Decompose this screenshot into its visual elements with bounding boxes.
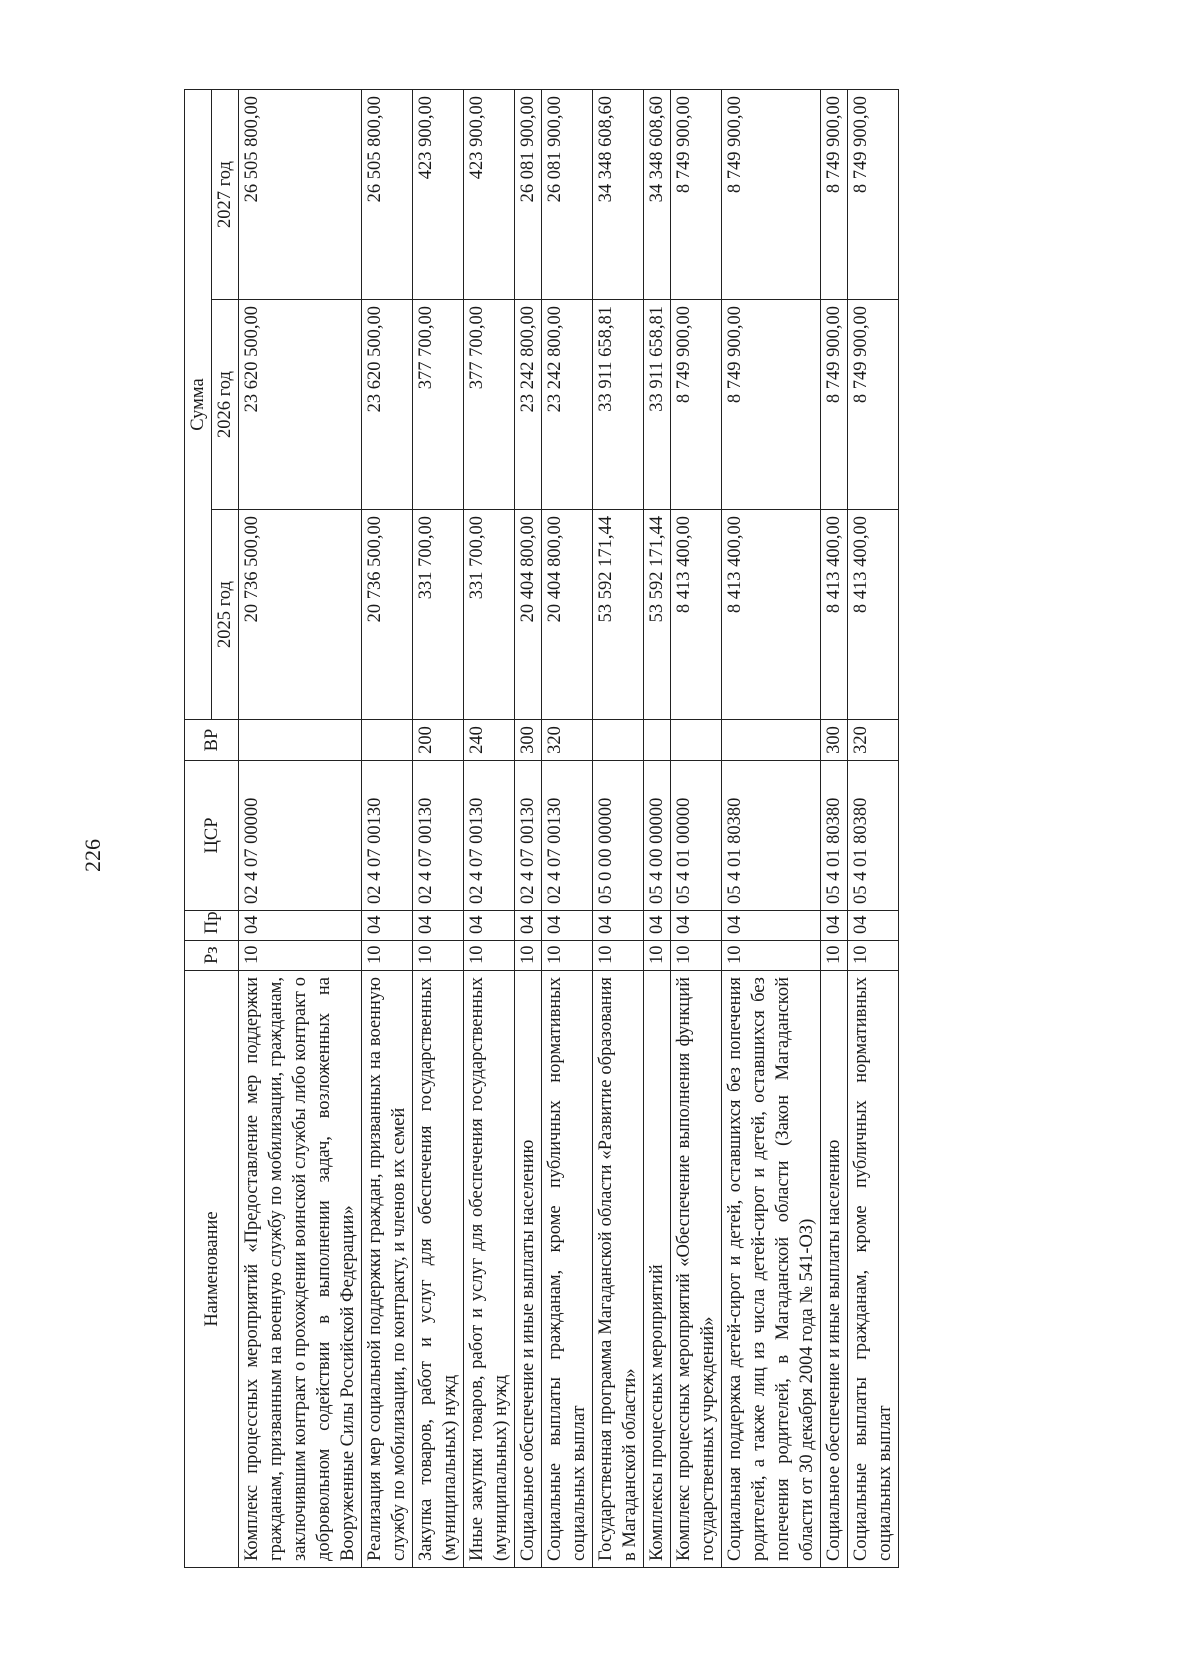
- cell-vr: [362, 720, 413, 761]
- cell-vr: 240: [464, 720, 515, 761]
- cell-sum-2027: 34 348 608,60: [644, 90, 671, 300]
- cell-sum-2025: 53 592 171,44: [593, 510, 644, 720]
- cell-sum-2025: 20 736 500,00: [362, 510, 413, 720]
- cell-vr: [593, 720, 644, 761]
- cell-sum-2026: 23 620 500,00: [239, 300, 362, 510]
- cell-csr: 05 4 01 80380: [722, 761, 821, 911]
- cell-csr: 02 4 07 00000: [239, 761, 362, 911]
- cell-rz: 10: [239, 941, 362, 971]
- cell-sum-2027: 423 900,00: [413, 90, 464, 300]
- cell-rz: 10: [413, 941, 464, 971]
- cell-name: Социальная поддержка детей-сирот и детей, оставшихся без попечения родителей, а также лиц из числа детей-сирот и детей, оставшихся без попечения родителей, в Магаданской области (Закон Магаданской области от 30 декабря 2004 года № 541-ОЗ): [722, 971, 821, 1568]
- cell-rz: 10: [515, 941, 542, 971]
- header-pr: Пр: [185, 911, 239, 941]
- cell-pr: 04: [464, 911, 515, 941]
- rotated-page-content: [184, 90, 1024, 1568]
- cell-name: Иные закупки товаров, работ и услуг для обеспечения государственных (муниципальных) нужд: [464, 971, 515, 1568]
- table-row: [722, 90, 821, 1568]
- cell-sum-2027: 26 505 800,00: [239, 90, 362, 300]
- cell-pr: 04: [722, 911, 821, 941]
- cell-rz: 10: [542, 941, 593, 971]
- cell-sum-2025: 8 413 400,00: [671, 510, 722, 720]
- cell-sum-2026: 33 911 658,81: [593, 300, 644, 510]
- table-row: [413, 90, 464, 1568]
- table-row: [239, 90, 362, 1568]
- table-row: [593, 90, 644, 1568]
- cell-vr: 300: [515, 720, 542, 761]
- table-row: [362, 90, 413, 1568]
- cell-sum-2027: 26 081 900,00: [515, 90, 542, 300]
- cell-sum-2025: 331 700,00: [464, 510, 515, 720]
- cell-sum-2027: 8 749 900,00: [821, 90, 848, 300]
- cell-pr: 04: [413, 911, 464, 941]
- cell-vr: 300: [821, 720, 848, 761]
- cell-name: Социальное обеспечение и иные выплаты населению: [821, 971, 848, 1568]
- cell-name: Комплекс процессных мероприятий «Обеспечение выполнения функций государственных учреждений»: [671, 971, 722, 1568]
- cell-vr: [644, 720, 671, 761]
- cell-vr: [671, 720, 722, 761]
- cell-sum-2026: 33 911 658,81: [644, 300, 671, 510]
- cell-sum-2027: 8 749 900,00: [848, 90, 899, 300]
- cell-vr: 320: [542, 720, 593, 761]
- table-row: [464, 90, 515, 1568]
- cell-csr: 02 4 07 00130: [362, 761, 413, 911]
- cell-rz: 10: [821, 941, 848, 971]
- cell-csr: 05 4 01 80380: [821, 761, 848, 911]
- header-year-2026: 2026 год: [212, 300, 239, 510]
- cell-csr: 05 0 00 00000: [593, 761, 644, 911]
- cell-rz: 10: [593, 941, 644, 971]
- cell-sum-2026: 23 620 500,00: [362, 300, 413, 510]
- cell-sum-2026: 377 700,00: [464, 300, 515, 510]
- cell-pr: 04: [671, 911, 722, 941]
- cell-rz: 10: [464, 941, 515, 971]
- cell-sum-2025: 20 736 500,00: [239, 510, 362, 720]
- cell-sum-2027: 423 900,00: [464, 90, 515, 300]
- cell-name: Комплексы процессных мероприятий: [644, 971, 671, 1568]
- cell-sum-2025: 8 413 400,00: [722, 510, 821, 720]
- cell-pr: 04: [821, 911, 848, 941]
- table-row: [542, 90, 593, 1568]
- table-row: [848, 90, 899, 1568]
- cell-vr: 200: [413, 720, 464, 761]
- cell-vr: 320: [848, 720, 899, 761]
- cell-pr: 04: [515, 911, 542, 941]
- cell-sum-2027: 8 749 900,00: [671, 90, 722, 300]
- header-sum: Сумма: [185, 90, 212, 720]
- cell-sum-2026: 377 700,00: [413, 300, 464, 510]
- header-year-2025: 2025 год: [212, 510, 239, 720]
- cell-pr: 04: [362, 911, 413, 941]
- header-name: Наименование: [185, 971, 239, 1568]
- table-body: [239, 90, 899, 1568]
- cell-name: Комплекс процессных мероприятий «Предоставление мер поддержки гражданам, призванным на военную службу по мобилизации, гражданам, заключившим контракт о прохождении воинской службы либо контракт о добровольном содействии в выполнении задач, возложенных на Вооруженные Силы Российской Федерации»: [239, 971, 362, 1568]
- cell-name: Социальные выплаты гражданам, кроме публичных нормативных социальных выплат: [542, 971, 593, 1568]
- cell-sum-2027: 34 348 608,60: [593, 90, 644, 300]
- cell-pr: 04: [239, 911, 362, 941]
- cell-sum-2026: 23 242 800,00: [542, 300, 593, 510]
- cell-rz: 10: [848, 941, 899, 971]
- cell-name: Реализация мер социальной поддержки граждан, призванных на военную службу по мобилизации, по контракту, и членов их семей: [362, 971, 413, 1568]
- cell-csr: 05 4 01 80380: [848, 761, 899, 911]
- cell-csr: 02 4 07 00130: [464, 761, 515, 911]
- cell-pr: 04: [593, 911, 644, 941]
- cell-pr: 04: [644, 911, 671, 941]
- cell-sum-2025: 20 404 800,00: [542, 510, 593, 720]
- cell-sum-2026: 8 749 900,00: [821, 300, 848, 510]
- table-row: [671, 90, 722, 1568]
- cell-csr: 02 4 07 00130: [542, 761, 593, 911]
- cell-sum-2025: 20 404 800,00: [515, 510, 542, 720]
- table-row: [821, 90, 848, 1568]
- cell-name: Закупка товаров, работ и услуг для обеспечения государственных (муниципальных) нужд: [413, 971, 464, 1568]
- cell-sum-2025: 53 592 171,44: [644, 510, 671, 720]
- cell-vr: [239, 720, 362, 761]
- cell-sum-2026: 8 749 900,00: [722, 300, 821, 510]
- cell-vr: [722, 720, 821, 761]
- cell-sum-2027: 26 505 800,00: [362, 90, 413, 300]
- header-csr: ЦСР: [185, 761, 239, 911]
- cell-csr: 05 4 01 00000: [671, 761, 722, 911]
- header-rz: Рз: [185, 941, 239, 971]
- cell-sum-2026: 8 749 900,00: [671, 300, 722, 510]
- header-vr: ВР: [185, 720, 239, 761]
- cell-name: Государственная программа Магаданской области «Развитие образования в Магаданской области»: [593, 971, 644, 1568]
- cell-rz: 10: [671, 941, 722, 971]
- cell-name: Социальные выплаты гражданам, кроме публичных нормативных социальных выплат: [848, 971, 899, 1568]
- cell-sum-2027: 8 749 900,00: [722, 90, 821, 300]
- table-row: [644, 90, 671, 1568]
- cell-sum-2027: 26 081 900,00: [542, 90, 593, 300]
- cell-pr: 04: [848, 911, 899, 941]
- cell-rz: 10: [722, 941, 821, 971]
- cell-csr: 02 4 07 00130: [413, 761, 464, 911]
- cell-sum-2025: 331 700,00: [413, 510, 464, 720]
- cell-sum-2025: 8 413 400,00: [848, 510, 899, 720]
- header-year-2027: 2027 год: [212, 90, 239, 300]
- cell-sum-2026: 23 242 800,00: [515, 300, 542, 510]
- page-number: 226: [80, 839, 105, 872]
- cell-sum-2026: 8 749 900,00: [848, 300, 899, 510]
- budget-table: [184, 89, 899, 1568]
- cell-csr: 02 4 07 00130: [515, 761, 542, 911]
- cell-csr: 05 4 00 00000: [644, 761, 671, 911]
- cell-sum-2025: 8 413 400,00: [821, 510, 848, 720]
- table-row: [515, 90, 542, 1568]
- cell-rz: 10: [644, 941, 671, 971]
- cell-rz: 10: [362, 941, 413, 971]
- cell-pr: 04: [542, 911, 593, 941]
- table-header: [185, 90, 239, 1568]
- cell-name: Социальное обеспечение и иные выплаты населению: [515, 971, 542, 1568]
